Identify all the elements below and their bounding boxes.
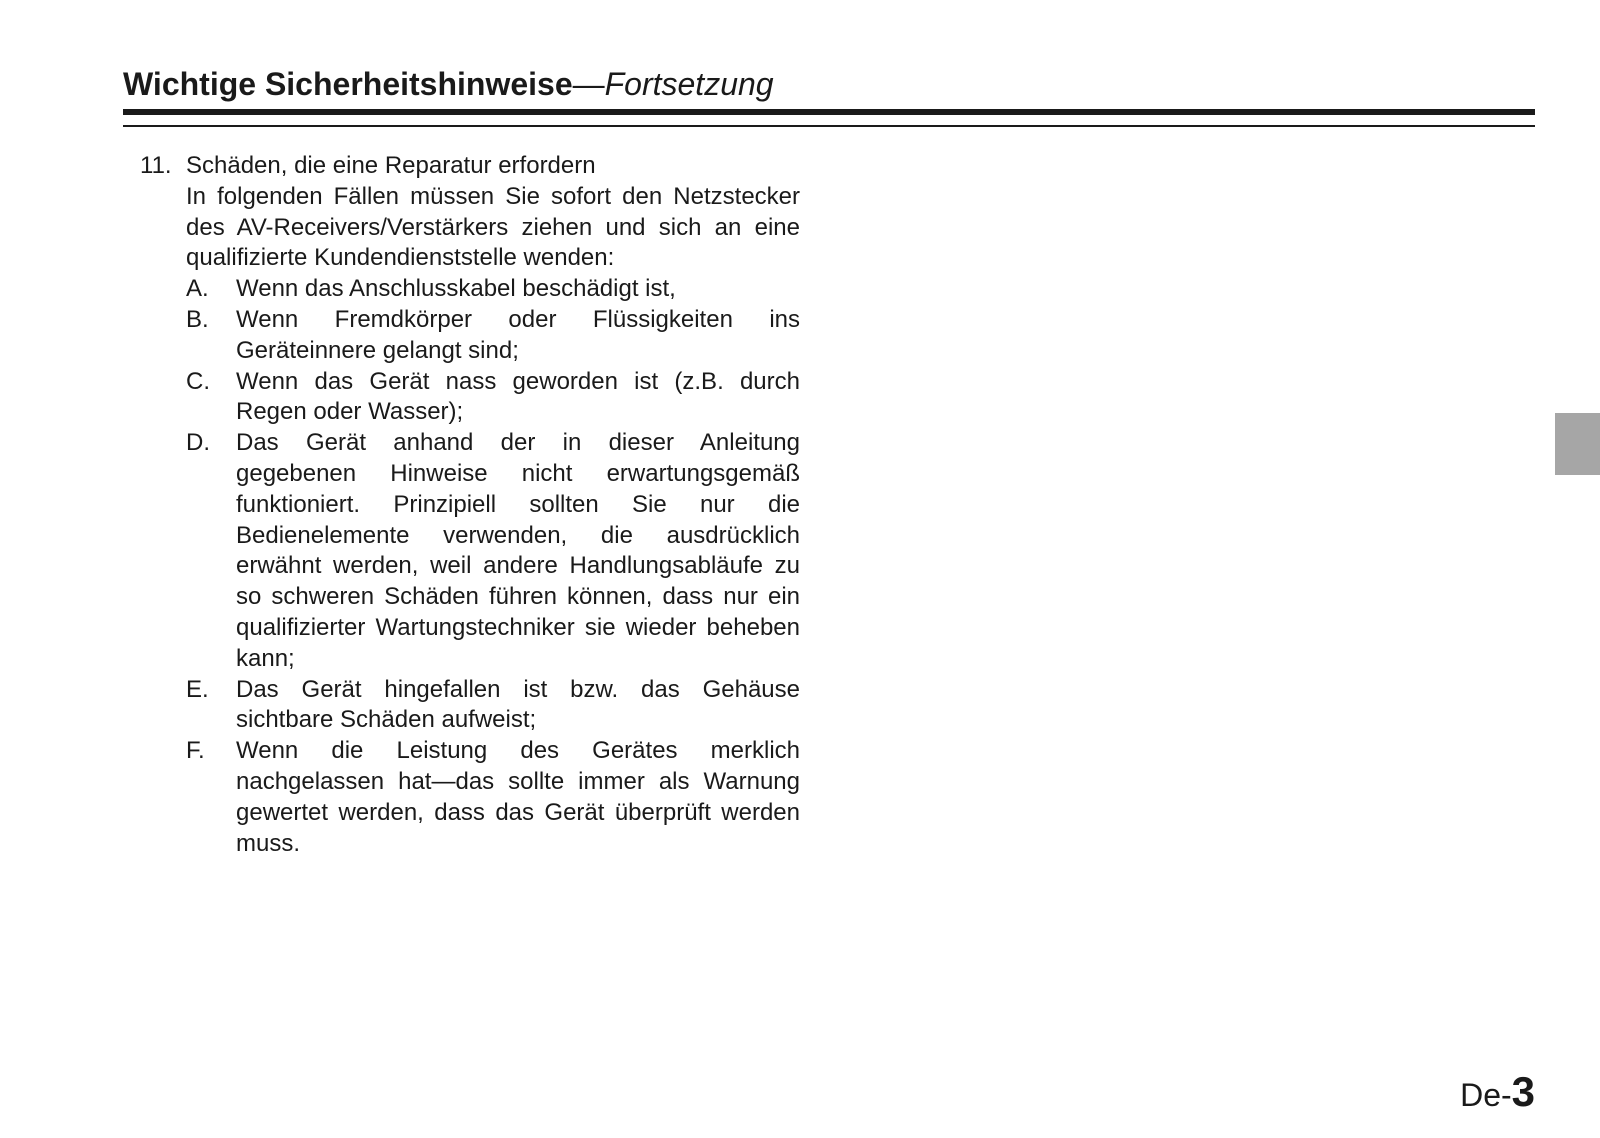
item-heading: Schäden, die eine Reparatur erfordern <box>186 152 596 179</box>
item-body <box>186 151 800 859</box>
safety-content <box>140 151 800 859</box>
page-number-value: 3 <box>1511 1068 1535 1115</box>
subitem-letter: C. <box>186 367 210 395</box>
subitem-text: Wenn Fremdkörper oder Flüssigkeiten ins Geräteinnere gelangt sind; <box>236 305 800 364</box>
subitem-text: Wenn das Gerät nass geworden ist (z.B. durch Regen oder Wasser); <box>236 367 800 426</box>
subitem-text: Das Gerät anhand der in dieser Anleitung gegebenen Hinweise nicht erwartungsgemäß funktioniert. Prinzipiell sollten Sie nur die Bedienelemente verwenden, die ausdrücklich erwähnt werden, weil andere Handlungsabläufe zu so schweren Schäden führen können, dass nur ein qualifizierter Wartungstechniker sie wieder beheben kann; <box>236 429 800 672</box>
header-rule-thin <box>123 125 1535 127</box>
page-number <box>1460 1068 1535 1126</box>
subitem-d <box>186 428 800 674</box>
page-header <box>123 64 1535 104</box>
item-intro: In folgenden Fällen müssen Sie sofort den Netzstecker des AV-Receivers/Verstärkers ziehen und sich an eine qualifizierte Kundendienststelle wenden: <box>186 182 800 272</box>
header-rule-thick <box>123 109 1535 115</box>
section-side-tab <box>1555 413 1600 475</box>
subitem-letter: A. <box>186 275 209 303</box>
item-number: 11. <box>140 152 172 179</box>
subitem-letter: B. <box>186 305 209 333</box>
subitem-letter: E. <box>186 675 209 703</box>
page-number-prefix: De- <box>1460 1077 1512 1113</box>
subitem-f <box>186 736 800 859</box>
subitem-e <box>186 675 800 737</box>
continuation-label: Fortsetzung <box>604 66 774 102</box>
subitem-text: Wenn die Leistung des Gerätes merklich nachgelassen hat—das sollte immer als Warnung gewertet werden, dass das Gerät überprüft werden muss. <box>236 737 800 857</box>
subitem-letter: D. <box>186 429 210 457</box>
section-title: Wichtige Sicherheitshinweise <box>123 66 573 102</box>
subitem-c <box>186 367 800 429</box>
safety-item-11 <box>140 151 800 859</box>
subitem-a <box>186 274 800 305</box>
title-separator: — <box>572 66 605 102</box>
subitem-text: Wenn das Anschlusskabel beschädigt ist, <box>236 275 676 303</box>
subitem-text: Das Gerät hingefallen ist bzw. das Gehäuse sichtbare Schäden aufweist; <box>236 675 800 734</box>
subitem-b <box>186 305 800 367</box>
subitem-letter: F. <box>186 737 205 765</box>
